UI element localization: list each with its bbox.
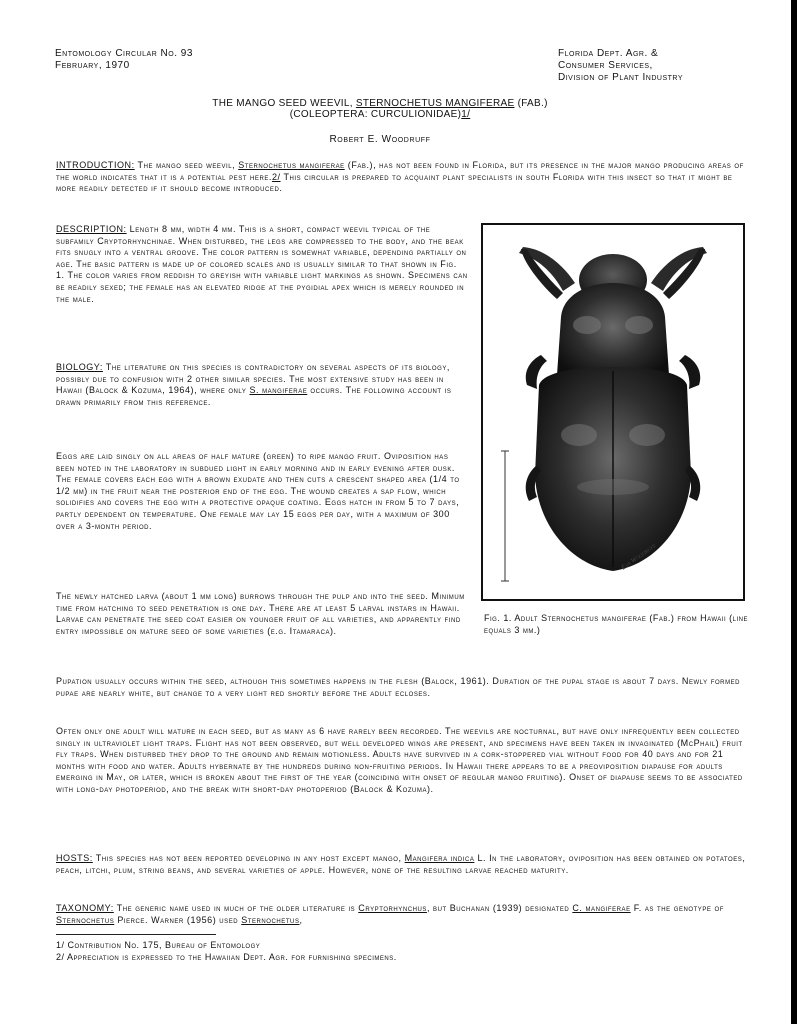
page-edge-border: [791, 0, 797, 1024]
title-post: (FAB.): [514, 98, 548, 109]
hosts-text-1: This species has not been reported developing in any host except mango,: [92, 853, 405, 863]
description-heading: DESCRIPTION:: [56, 224, 127, 234]
taxonomy-text-2: , but Buchanan (1939) designated: [426, 903, 573, 913]
hosts-paragraph: [56, 853, 746, 876]
description-paragraph: [56, 224, 468, 305]
author-name: Robert E. Woodruff: [329, 134, 431, 145]
taxonomy-paragraph: [56, 903, 746, 926]
intro-text-1: The mango seed weevil,: [134, 160, 239, 170]
pupation-paragraph: Pupation usually occurs within the seed, although this sometimes happens in the flesh (Balock, 1961). Duration of the pupal stage is about 7 days. Newly formed pupae are nearly white, but change to a very light red shortly before the adult ecloses.: [56, 676, 741, 698]
adults-paragraph: Often only one adult will mature in each seed, but as many as 6 have rarely been recorded. The weevils are nocturnal, but have only infrequently been collected singly in ultraviolet light traps. Flight has not been observed, but well developed wings are present, and specimens have been taken in invaginated (McPhail) fruit fly traps. When disturbed they drop to the ground and remain motionless. Adults have survived in a cork-stoppered vial without food for 40 days and for 21 months with food and water. Adults hybernate by the hundreds during non-fruiting periods. In Hawaii there appears to be a preoviposition diapause for adults emerging in May, or later, which is broken about the first of the year (coinciding with onset of regular mango fruiting). Onset of diapause seems to be associated with long-day photoperiod, and the break with short-day photoperiod (Balock & Kozuma).: [56, 726, 743, 794]
artist-signature: Eva Woodruff: [619, 541, 658, 572]
hosts-heading: HOSTS:: [56, 853, 93, 863]
taxonomy-genus-3: Sternochetus: [56, 914, 115, 925]
title-species: STERNOCHETUS MANGIFERAE: [355, 98, 515, 109]
agency-line-1: Florida Dept. Agr. &: [558, 48, 659, 59]
eggs-paragraph: Eggs are laid singly on all areas of half mature (green) to ripe mango fruit. Oviposition has been noted in the laboratory in subdued light in early morning and in early evening after dusk. The female covers each egg with a brown exudate and then cuts a crescent shaped area (1/4 to 1/2 mm) in the fruit near the posterior end of the egg. The wound creates a sap flow, which solidifies and covers the egg with a protective opaque coating. Eggs hatch in from 5 to 7 days, partly dependent on temperature. One female may lay 15 eggs per day, with a maximum of 300 over a 3-month period.: [56, 451, 460, 531]
larva-paragraph: The newly hatched larva (about 1 mm long) burrows through the pulp and into the seed. Minimum time from hatching to seed penetration is one day. There are at least 5 larval instars in Hawaii. Larvae can penetrate the seed coat easier on younger fruit of all varieties, and apparently find entry impossible on mature seed of some varieties (e.g. Itamaraca).: [56, 591, 465, 636]
taxonomy-text-3: F. as the genotype of: [630, 903, 724, 913]
taxonomy-text-5: ,: [299, 914, 303, 925]
intro-footnote-ref: 2/: [271, 171, 281, 182]
circular-header-left: [55, 48, 193, 72]
taxonomy-text-4: Pierce. Warner (1956) used: [114, 914, 242, 925]
circular-number: Entomology Circular No. 93: [55, 48, 193, 59]
footnote-1: 1/ Contribution No. 175, Bureau of Entomology: [56, 940, 261, 950]
introduction-heading: INTRODUCTION:: [56, 160, 135, 170]
taxonomy-genus-2: C. mangiferae: [572, 903, 631, 913]
circular-date: February, 1970: [55, 60, 130, 71]
weevil-drawing: [483, 225, 743, 599]
figure-weevil-illustration: [481, 223, 745, 601]
intro-species: Sternochetus mangiferae: [238, 160, 345, 170]
biology-species: S. mangiferae: [249, 385, 308, 396]
description-text: Length 8 mm, width 4 mm. This is a short, compact weevil typical of the subfamily Cryptorhynchinae. When disturbed, the legs are compressed to the body, and the beak fits snugly into a ventral groove. The color pattern is somewhat variable, depending partially on age. The basic pattern is made up of colored scales and is usually similar to that shown in Fig. 1. The color varies from reddish to greyish with variable light markings as shown. Specimens can be readily sexed; the female has an elevated ridge at the pygidial apex which is merely rounded in the male.: [56, 224, 468, 304]
taxonomy-genus-4: Sternochetus: [241, 914, 300, 925]
biology-heading: BIOLOGY:: [56, 362, 103, 372]
title-classification: (COLEOPTERA: CURCULIONIDAE): [289, 109, 462, 120]
agency-header-right: [558, 48, 683, 84]
footnote-divider: [56, 934, 216, 935]
hosts-species: Mangifera indica: [404, 853, 475, 863]
intro-text-2: (Fab.), has not been found in Florida, but its presence in the major mango producing areas of the world indicates that it is a potential pest here.: [56, 160, 744, 182]
figure-caption: Fig. 1. Adult Sternochetus mangiferae (Fab.) from Hawaii (line equals 3 mm.): [484, 613, 748, 635]
biology-text-2: occurs. The following account is drawn primarily from this reference.: [56, 385, 452, 407]
document-title: [0, 98, 760, 120]
intro-text-3: This circular is prepared to acquaint plant specialists in south Florida with this insect so that it might be more readily detected if it should become introduced.: [56, 171, 733, 194]
agency-line-3: Division of Plant Industry: [558, 72, 683, 83]
agency-line-2: Consumer Services,: [558, 60, 653, 71]
taxonomy-text-1: The generic name used in much of the older literature is: [113, 903, 359, 913]
biology-paragraph: [56, 362, 468, 408]
taxonomy-heading: TAXONOMY:: [56, 903, 114, 913]
introduction-paragraph: [56, 160, 746, 195]
hosts-text-2: L. In the laboratory, oviposition has been obtained on potatoes, peach, litchi, plum, string beans, and several varieties of apple. However, none of the resulting larvae reached maturity.: [56, 853, 746, 875]
taxonomy-genus-1: Cryptorhynchus: [358, 903, 427, 913]
title-pre: THE MANGO SEED WEEVIL,: [212, 98, 356, 109]
biology-text-1: The literature on this species is contradictory on several aspects of its biology, possibly due to confusion with 2 other similar species. The most extensive study has been in Hawaii (Balock & Kozuma, 1964), where only: [56, 362, 450, 396]
title-footnote-ref: 1/: [461, 109, 471, 120]
footnote-2: 2/ Appreciation is expressed to the Hawaiian Dept. Agr. for furnishing specimens.: [56, 952, 397, 962]
